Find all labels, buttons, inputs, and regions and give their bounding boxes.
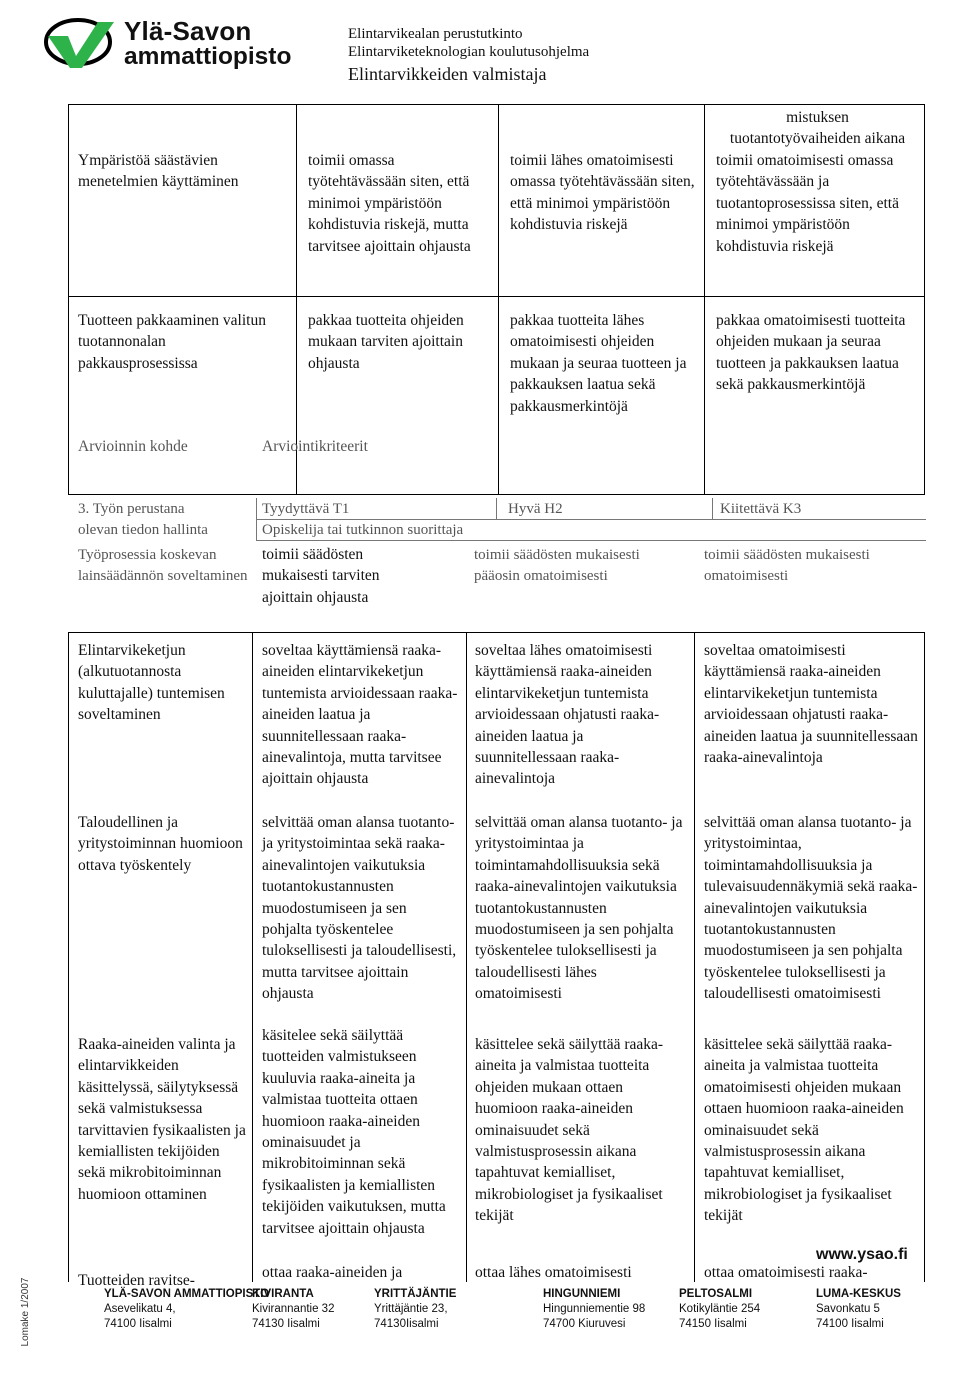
footer-name: LUMA-KESKUS xyxy=(816,1288,901,1300)
opiskelija-label: Opiskelija tai tutkinnon suorittaja xyxy=(262,522,464,538)
footer-street: Kotikyläntie 254 xyxy=(679,1303,761,1315)
header-line1: Elintarvikealan perustutkinto xyxy=(348,26,523,42)
footer-name: KIVIRANTA xyxy=(252,1288,314,1300)
arvioinnin-kohde-label: Arvioinnin kohde xyxy=(78,438,188,455)
footer-street: Savonkatu 5 xyxy=(816,1303,880,1315)
logo-line1: Ylä-Savon xyxy=(124,16,252,46)
row1-k3-top: mistuksen tuotantotyövaiheiden aikana xyxy=(729,109,906,148)
footer-address-5 xyxy=(679,1287,760,1332)
footer-name: PELTOSALMI xyxy=(679,1288,753,1300)
lomake-label: Lomake 1/2007 xyxy=(20,1277,31,1347)
grade-k3: Kiitettävä K3 xyxy=(720,501,802,517)
main-row4-criterion: Tuotteiden ravitse- xyxy=(78,1272,195,1289)
footer-city: 74700 Kiuruvesi xyxy=(543,1318,626,1330)
footer-city: 74100 Iisalmi xyxy=(104,1318,172,1330)
main-row3-k3: käsittelee sekä säilyttää raaka-aineita ja valmistaa tuotteita omatoimisesti ohjeiden mukaan ottaen huomioon raaka-aineiden ominaisuudet sekä valmistusprosessin aikana tapahtuvat kemialliset, mikrobiologiset ja fysikaaliset tekijät xyxy=(704,1036,904,1225)
website-link[interactable]: www.ysao.fi xyxy=(816,1246,908,1263)
tyoprosessia-criterion: Työprosessia koskevan lainsäädännön soveltaminen xyxy=(78,547,248,584)
section-title-line1: 3. Työn perustana xyxy=(78,501,185,517)
main-row1-h2: soveltaa lähes omatoimisesti käyttämiensä raaka-aineiden elintarvikeketjun tuntemista arvioidessaan ohjatusti raaka-aineiden laatua ja suunnitellessaan raaka-ainevalintoja xyxy=(475,642,660,788)
footer-address-6 xyxy=(816,1287,901,1332)
main-row1-t1: soveltaa käyttämiensä raaka-aineiden elintarvikeketjun tuntemista arvioidessaan raaka-aineiden laatua ja suunnitellessaan raaka-ainevalintoja, mutta tarvitsee ajoittain ohjausta xyxy=(262,642,458,788)
footer-name: YRITTÄJÄNTIE xyxy=(374,1288,457,1300)
footer-street: Asevelikatu 4, xyxy=(104,1303,176,1315)
main-row1-criterion: Elintarvikeketjun (alkutuotannosta kuluttajalle) tuntemisen soveltaminen xyxy=(78,642,225,724)
arviointikriteerit-label: Arviointikriteerit xyxy=(262,438,368,455)
row1-k3: toimii omatoimisesti omassa työtehtävässään ja tuotantoprosessissa siten, että minimoi ympäristöön kohdistuvia riskejä xyxy=(716,152,899,255)
row1-t1: toimii omassa työtehtävässään siten, että minimoi ympäristöön kohdistuvia riskejä, mutta tarvitsee ajoittain ohjausta xyxy=(308,152,471,255)
footer-address-4 xyxy=(543,1287,645,1332)
main-row2-k3: selvittää oman alansa tuotanto- ja yritystoimintaa, toimintamahdollisuuksia ja tulevaisuudennäkymiä sekä raaka-ainevalintojen vaikutuksia tuotantokustannusten muodostumiseen ja sen pohjalta työskentelee tuloksellisesti ja taloudellisesti omatoimisesti xyxy=(704,814,918,1003)
main-row4-h2: ottaa lähes omatoimisesti xyxy=(475,1264,632,1281)
footer-street: Hingunniementie 98 xyxy=(543,1303,646,1315)
row2-h2: pakkaa tuotteita lähes omatoimisesti ohjeiden mukaan ja seuraa tuotteen ja pakkauksen laatua sekä pakkausmerkintöjä xyxy=(510,312,687,415)
footer-city: 74150 Iisalmi xyxy=(679,1318,747,1330)
main-row1-k3: soveltaa omatoimisesti käyttämiensä raaka-aineiden elintarvikeketjun tuntemista arvioidessaan ohjatusti raaka-aineiden laatua ja suunnitellessaan raaka-ainevalintoja xyxy=(704,642,918,767)
tyoprosessia-t1: toimii säädösten mukaisesti tarviten ajoittain ohjausta xyxy=(262,546,380,606)
header-line3: Elintarvikkeiden valmistaja xyxy=(348,64,547,84)
main-row2-t1: selvittää oman alansa tuotanto- ja yritystoimintaa sekä raaka-ainevalintojen vaikutuksia tuotantokustannusten muodostumiseen ja sen pohjalta työskentelee tuloksellisesti ja taloudellisesti, mutta tarvitsee ajoittain ohjausta xyxy=(262,814,457,1003)
header-line2: Elintarviketeknologian koulutusohjelma xyxy=(348,44,590,60)
main-row4-t1: ottaa raaka-aineiden ja xyxy=(262,1264,403,1281)
main-row3-t1: käsitelee sekä säilyttää tuotteiden valmistukseen kuuluvia raaka-aineita ja valmistaa tuotteita ottaen huomioon raaka-aineiden ominaisuudet ja mikrobitoiminnan sekä fysikaalisten ja kemiallisten tekijöiden vaikutuksen, mutta tarvitsee ajoittain ohjausta xyxy=(262,1027,446,1237)
main-row4-k3: ottaa omatoimisesti raaka- xyxy=(704,1264,868,1281)
logo-mark-icon xyxy=(42,14,118,70)
footer-street: Yrittäjäntie 23, xyxy=(374,1303,448,1315)
tyoprosessia-k3: toimii säädösten mukaisesti omatoimisesti xyxy=(704,547,870,584)
footer-city: 74100 Iisalmi xyxy=(816,1318,884,1330)
main-row2-h2: selvittää oman alansa tuotanto- ja yritystoimintaa ja toimintamahdollisuuksia sekä raaka-ainevalintojen vaikutuksia tuotantokustannusten muodostumiseen ja sen pohjalta työskentelee tuloksellisesti ja taloudellisesti lähes omatoimisesti xyxy=(475,814,683,1003)
grade-h2: Hyvä H2 xyxy=(508,501,563,517)
footer-city: 74130 Iisalmi xyxy=(252,1318,320,1330)
footer-name: YLÄ-SAVON AMMATTIOPISTO xyxy=(104,1288,270,1300)
row2-criterion: Tuotteen pakkaaminen valitun tuotannonalan pakkausprosessissa xyxy=(78,312,266,372)
row1-h2: toimii lähes omatoimisesti omassa työtehtävässään siten, että minimoi ympäristöön kohdistuvia riskejä xyxy=(510,152,695,234)
row1-criterion: Ympäristöä säästävien menetelmien käyttäminen xyxy=(78,152,239,191)
footer-address-2 xyxy=(252,1287,334,1332)
logo xyxy=(42,14,312,70)
row2-k3: pakkaa omatoimisesti tuotteita ohjeiden mukaan ja seuraa tuotteen ja pakkauksen laatua sekä pakkausmerkintöjä xyxy=(716,312,906,394)
footer-name: HINGUNNIEMI xyxy=(543,1288,621,1300)
footer-address-3 xyxy=(374,1287,456,1332)
section-title-line2: olevan tiedon hallinta xyxy=(78,522,208,538)
main-row3-h2: käsittelee sekä säilyttää raaka-aineita ja valmistaa tuotteita ohjeiden mukaan ottaen huomioon raaka-aineiden ominaisuudet sekä valmistusprosessin aikana tapahtuvat kemialliset, mikrobiologiset ja fysikaaliset tekijät xyxy=(475,1036,664,1225)
tyoprosessia-h2: toimii säädösten mukaisesti pääosin omatoimisesti xyxy=(474,547,640,584)
footer-city: 74130Iisalmi xyxy=(374,1318,439,1330)
row2-t1: pakkaa tuotteita ohjeiden mukaan tarviten ajoittain ohjausta xyxy=(308,312,464,372)
main-row2-criterion: Taloudellinen ja yritystoiminnan huomioon ottava työskentely xyxy=(78,814,243,874)
logo-line2: ammattiopisto xyxy=(124,43,292,70)
footer-street: Kivirannantie 32 xyxy=(252,1303,335,1315)
main-row3-criterion: Raaka-aineiden valinta ja elintarvikkeiden käsittelyssä, säilytyksessä sekä valmistuksessa tarvittavien fysikaalisten ja kemiallisten tekijöiden sekä mikrobitoiminnan huomioon ottaminen xyxy=(78,1036,246,1203)
footer-address-1 xyxy=(104,1287,269,1332)
grade-t1: Tyydyttävä T1 xyxy=(262,501,350,517)
